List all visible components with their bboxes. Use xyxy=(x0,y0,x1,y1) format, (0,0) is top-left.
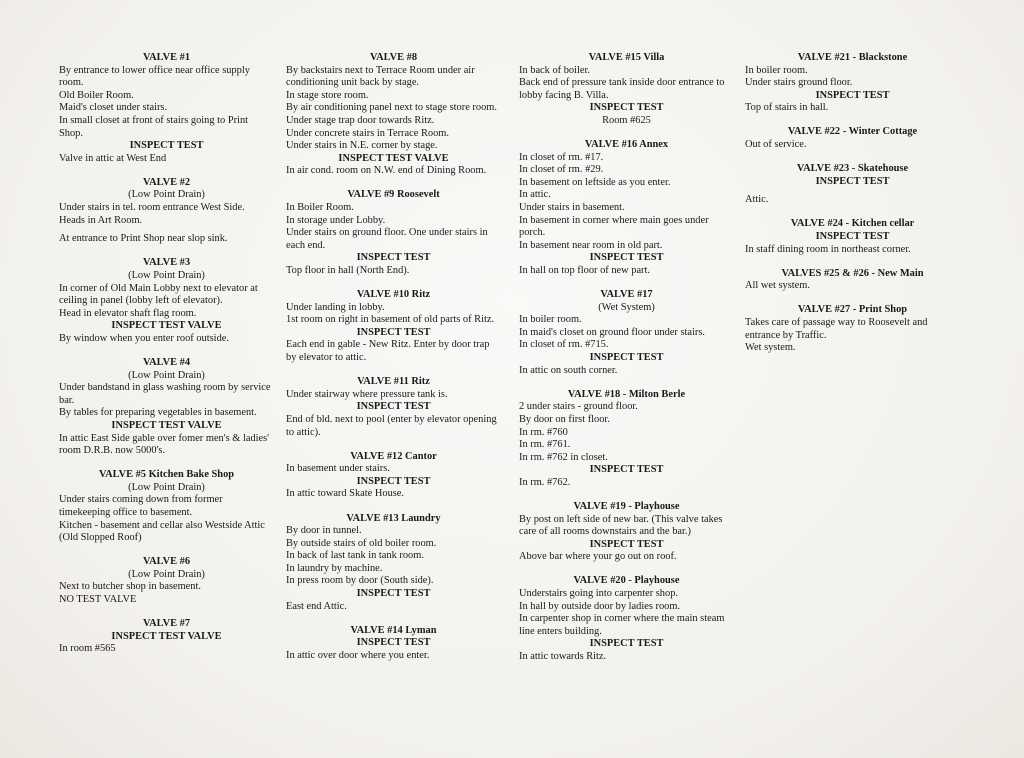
entry-text: In hall by outside door by ladies room. xyxy=(519,600,681,612)
valve-entry xyxy=(519,289,734,377)
entry-heading: VALVE #1 xyxy=(142,52,191,63)
entry-text: In attic toward Skate House. xyxy=(286,488,405,500)
entry-heading: INSPECT TEST xyxy=(589,102,664,114)
valve-entry xyxy=(59,556,274,606)
entry-text: In storage under Lobby. xyxy=(286,214,386,226)
valve-entry xyxy=(59,52,274,165)
entry-text: In laundry by machine. xyxy=(286,562,383,574)
entry-text: Top of stairs in hall. xyxy=(745,102,829,114)
entry-text: Under bandstand in glass washing room by service bar. xyxy=(59,382,271,406)
entry-subheading: (Low Point Drain) xyxy=(128,189,205,201)
entry-text: Under stairs on ground floor. One under stairs in each end. xyxy=(286,227,488,251)
valve-entry xyxy=(286,189,501,277)
column-2 xyxy=(286,52,501,674)
entry-text: Above bar where your go out on roof. xyxy=(519,551,677,563)
entry-text: Under stairs coming down from former timekeeping office to basement. xyxy=(59,494,223,518)
entry-text: By post on left side of new bar. (This valve takes care of all rooms downstairs and the bar.) xyxy=(519,513,723,538)
entry-text: Under stairs in basement. xyxy=(519,202,625,214)
entry-heading: VALVE #8 xyxy=(369,52,418,63)
entry-text: Under stage trap door towards Ritz. xyxy=(286,114,435,126)
valve-entry xyxy=(745,52,960,115)
valve-entry xyxy=(519,389,734,490)
entry-heading: VALVE #9 Roosevelt xyxy=(347,189,440,201)
entry-heading: VALVE #3 xyxy=(142,257,191,269)
valve-entry xyxy=(745,126,960,151)
valve-entry xyxy=(519,575,734,663)
entry-heading: VALVE #22 - Winter Cottage xyxy=(787,126,918,138)
entry-heading: INSPECT TEST xyxy=(589,464,664,476)
entry-heading: INSPECT TEST xyxy=(815,89,890,101)
entry-heading: VALVE #14 Lyman xyxy=(350,624,437,636)
entry-heading: INSPECT TEST VALVE xyxy=(111,630,222,642)
entry-heading: VALVE #17 xyxy=(600,289,653,301)
valve-entry xyxy=(745,218,960,256)
entry-text: In air cond. room on N.W. end of Dining Room. xyxy=(286,165,487,177)
entry-text: Top floor in hall (North End). xyxy=(286,265,410,276)
column-3 xyxy=(519,52,734,675)
entry-text: In rm. #762 in closet. xyxy=(519,451,608,463)
entry-text: Next to butcher shop in basement. xyxy=(59,581,201,593)
valve-entry xyxy=(59,469,274,545)
entry-text: At entrance to Print Shop near slop sink. xyxy=(59,233,228,245)
entry-heading: VALVE #11 Ritz xyxy=(357,376,430,388)
entry-text: By window when you enter roof outside. xyxy=(59,332,229,344)
entry-heading: INSPECT TEST VALVE xyxy=(111,419,222,431)
entry-text: In attic towards Ritz. xyxy=(519,651,607,663)
entry-heading: VALVE #18 - Milton Berle xyxy=(567,388,686,400)
entry-text: In maid's closet on ground floor under stairs. xyxy=(519,326,705,338)
entry-text: By tables for preparing vegetables in basement. xyxy=(59,407,257,419)
entry-heading: INSPECT TEST xyxy=(356,637,431,649)
entry-text: Out of service. xyxy=(745,139,807,151)
entry-text: Under stairway where pressure tank is. xyxy=(286,388,448,400)
valve-entry xyxy=(519,501,734,564)
entry-heading: VALVE #15 Villa xyxy=(588,52,665,63)
entry-heading: VALVE #12 Cantor xyxy=(350,450,437,462)
valve-entry xyxy=(519,139,734,278)
entry-subheading: (Low Point Drain) xyxy=(128,269,205,281)
entry-text: East end Attic. xyxy=(286,600,347,612)
valve-entry xyxy=(745,304,960,354)
entry-heading: INSPECT TEST xyxy=(589,538,664,550)
entry-heading: VALVE #10 Ritz xyxy=(356,289,431,301)
valve-entry xyxy=(286,513,501,614)
entry-heading: VALVE #4 xyxy=(142,356,191,368)
valve-entry xyxy=(745,163,960,207)
entry-heading: VALVES #25 & #26 - New Main xyxy=(781,267,924,279)
entry-text: In back of boiler. xyxy=(519,64,590,76)
entry-text: By entrance to lower office near office supply room. xyxy=(59,64,250,89)
entry-heading: INSPECT TEST xyxy=(129,140,204,152)
entry-text: By door in tunnel. xyxy=(286,525,362,537)
entry-heading: INSPECT TEST xyxy=(589,352,664,364)
entry-text: 1st room on right in basement of old parts of Ritz. xyxy=(286,314,495,326)
entry-text: 2 under stairs - ground floor. xyxy=(519,401,638,413)
column-1 xyxy=(59,52,274,667)
entry-text: In closet of rm. #29. xyxy=(519,164,604,176)
entry-subheading: (Low Point Drain) xyxy=(128,568,205,580)
entry-text: In closet of rm. #715. xyxy=(519,339,609,351)
entry-heading: INSPECT TEST xyxy=(589,252,664,264)
entry-text: By backstairs next to Terrace Room under air conditioning unit back by stage. xyxy=(286,64,475,89)
entry-heading: INSPECT TEST xyxy=(815,175,890,187)
entry-text: In corner of Old Main Lobby next to elevator at ceiling in panel (lobby left of elevator). xyxy=(59,282,258,307)
entry-text: In attic over door where you enter. xyxy=(286,649,430,661)
entry-heading: INSPECT TEST xyxy=(356,475,431,487)
entry-heading: INSPECT TEST VALVE xyxy=(338,152,449,164)
entry-text: Head in elevator shaft flag room. xyxy=(59,307,197,319)
entry-text: In basement under stairs. xyxy=(286,463,390,475)
entry-text: Heads in Art Room. xyxy=(59,214,143,226)
valve-entry xyxy=(59,618,274,656)
entry-text: In rm. #761. xyxy=(519,439,571,451)
entry-heading: VALVE #2 xyxy=(142,176,191,188)
entry-heading: VALVE #16 Annex xyxy=(584,139,669,151)
entry-text: In closet of rm. #17. xyxy=(519,151,604,163)
entry-heading: INSPECT TEST xyxy=(356,326,431,338)
valve-entry xyxy=(286,451,501,501)
entry-heading: VALVE #13 Laundry xyxy=(346,512,441,524)
entry-text: Under stairs ground floor. xyxy=(745,77,853,89)
entry-text: In attic on south corner. xyxy=(519,364,618,376)
entry-text: End of bld. next to pool (enter by elevator opening to attic). xyxy=(286,413,497,438)
entry-heading: VALVE #19 - Playhouse xyxy=(573,501,680,512)
entry-text: Takes care of passage way to Roosevelt and entrance by Traffic. xyxy=(745,317,928,341)
valve-entry xyxy=(286,625,501,663)
entry-heading: INSPECT TEST VALVE xyxy=(111,320,222,332)
entry-subheading: (Wet System) xyxy=(598,301,655,313)
entry-text: Each end in gable - New Ritz. Enter by door trap by elevator to attic. xyxy=(286,339,490,364)
entry-text: In boiler room. xyxy=(745,64,808,76)
entry-text: In back of last tank in tank room. xyxy=(286,550,424,562)
entry-heading: INSPECT TEST xyxy=(589,638,664,650)
entry-text: Kitchen - basement and cellar also Westside Attic (Old Slopped Roof) xyxy=(59,519,265,544)
entry-text: By door on first floor. xyxy=(519,413,610,425)
valve-entry xyxy=(286,289,501,365)
valve-entry xyxy=(59,177,274,246)
entry-text: In carpenter shop in corner where the main steam line enters building. xyxy=(519,613,725,637)
entry-text: In rm. #760 xyxy=(519,426,568,438)
entry-text: In basement near room in old part. xyxy=(519,239,663,251)
entry-heading: VALVE #6 xyxy=(142,556,191,568)
entry-text: Maid's closet under stairs. xyxy=(59,102,168,114)
entry-text: Back end of pressure tank inside door entrance to lobby facing B. Villa. xyxy=(519,77,725,101)
entry-heading: VALVE #5 Kitchen Bake Shop xyxy=(98,469,235,481)
valve-entry xyxy=(286,52,501,178)
entry-text: In small closet at front of stairs going to Print Shop. xyxy=(59,114,249,139)
entry-heading: INSPECT TEST xyxy=(356,401,431,413)
entry-text: In stage store room. xyxy=(286,89,369,101)
entry-text: Valve in attic at West End xyxy=(59,152,167,164)
entry-text: In attic. xyxy=(519,189,551,201)
entry-heading: VALVE #21 - Blackstone xyxy=(797,52,908,63)
column-4 xyxy=(745,52,960,366)
entry-text: Under stairs in tel. room entrance West Side. xyxy=(59,202,245,214)
entry-text: Under landing in lobby. xyxy=(286,301,385,313)
entry-heading: VALVE #24 - Kitchen cellar xyxy=(790,218,915,230)
entry-text: Under stairs in N.E. corner by stage. xyxy=(286,140,438,152)
entry-text: Attic. xyxy=(745,194,769,206)
entry-text: Old Boiler Room. xyxy=(59,89,134,101)
entry-text: By air conditioning panel next to stage store room. xyxy=(286,102,497,114)
entry-text: By outside stairs of old boiler room. xyxy=(286,537,437,549)
entry-text: In basement on leftside as you enter. xyxy=(519,176,671,188)
entry-text: Room #625 xyxy=(602,114,651,126)
valve-entry xyxy=(286,376,501,439)
valve-entry xyxy=(745,268,960,293)
entry-heading: INSPECT TEST xyxy=(815,231,890,243)
valve-entry xyxy=(59,257,274,345)
entry-text: In Boiler Room. xyxy=(286,202,354,214)
entry-text: In attic East Side gable over fomer men's & ladies' room D.R.B. now 5000's. xyxy=(59,432,270,457)
entry-text: All wet system. xyxy=(745,280,810,292)
entry-text: In basement in corner where main goes under porch. xyxy=(519,214,709,239)
entry-heading: INSPECT TEST xyxy=(356,252,431,264)
entry-subheading: (Low Point Drain) xyxy=(128,481,205,493)
entry-text: In hall on top floor of new part. xyxy=(519,265,651,276)
entry-subheading: (Low Point Drain) xyxy=(128,369,205,381)
entry-text: Understairs going into carpenter shop. xyxy=(519,588,678,600)
valve-entry xyxy=(519,52,734,128)
entry-heading: INSPECT TEST xyxy=(356,588,431,600)
entry-heading: VALVE #7 xyxy=(142,618,191,630)
entry-text: Wet system. xyxy=(745,342,796,354)
entry-text: In rm. #762. xyxy=(519,476,571,488)
valve-entry xyxy=(59,357,274,458)
entry-text: In boiler room. xyxy=(519,314,582,326)
entry-heading: VALVE #27 - Print Shop xyxy=(797,304,908,316)
entry-text: In press room by door (South side). xyxy=(286,575,434,587)
entry-text: NO TEST VALVE xyxy=(59,594,137,606)
entry-text: In room #565 xyxy=(59,643,116,655)
entry-text: In staff dining room in northeast corner. xyxy=(745,243,911,255)
entry-text: Under concrete stairs in Terrace Room. xyxy=(286,127,449,139)
entry-heading: VALVE #20 - Playhouse xyxy=(573,575,680,587)
entry-heading: VALVE #23 - Skatehouse xyxy=(796,163,909,175)
